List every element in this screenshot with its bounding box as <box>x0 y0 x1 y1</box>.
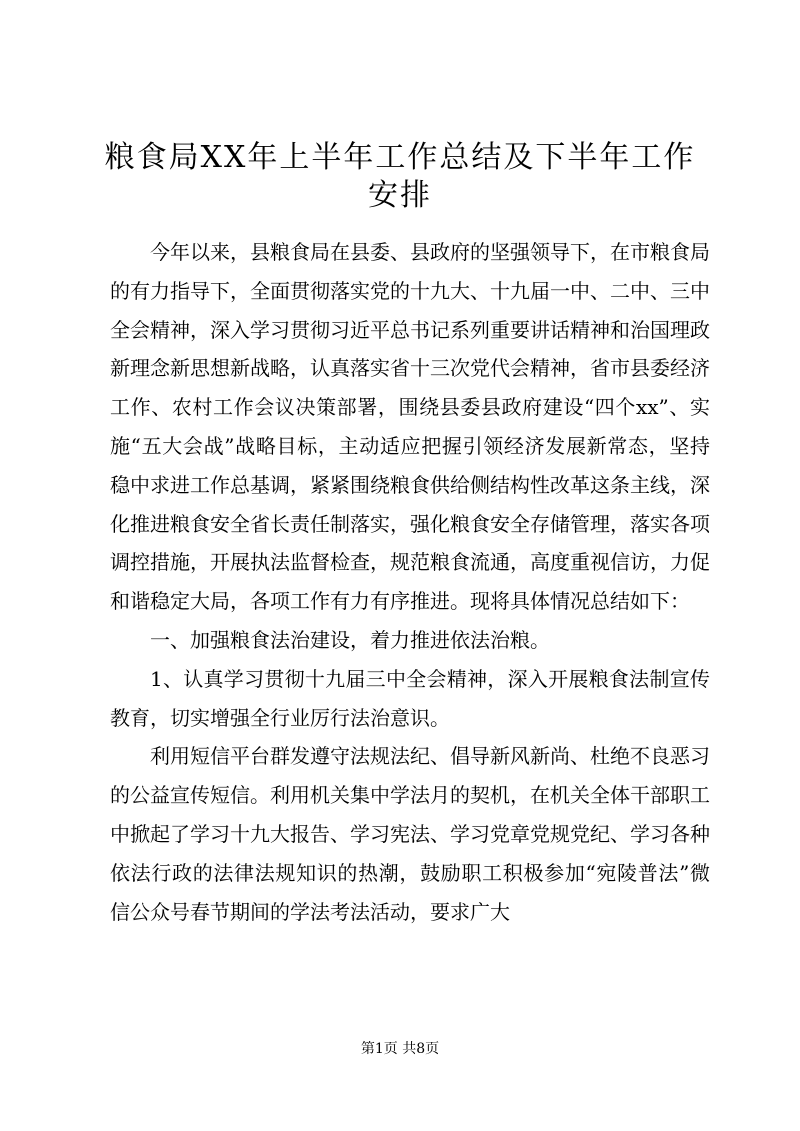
document-body <box>110 233 710 931</box>
subsection-heading: 1、认真学习贯彻十九届三中全会精神，深入开展粮食法制宣传教育，切实增强全行业厉行法治意识。 <box>110 666 710 730</box>
document-title: 粮食局XX年上半年工作总结及下半年工作安排 <box>104 140 696 213</box>
paragraph-intro: 今年以来，县粮食局在县委、县政府的坚强领导下，在市粮食局的有力指导下，全面贯彻落实党的十九大、十九届一中、二中、三中全会精神，深入学习贯彻习近平总书记系列重要讲话精神和治国理政新理念新思想新战略，认真落实省十三次党代会精神，省市县委经济工作、农村工作会议决策部署，围绕县委县政府建设“四个xx”、实施“五大会战”战略目标，主动适应把握引领经济发展新常态，坚持稳中求进工作总基调，紧紧围绕粮食供给侧结构性改革这条主线，深化推进粮食安全省长责任制落实，强化粮食安全存储管理，落实各项调控措施，开展执法监督检查，规范粮食流通，高度重视信访，力促和谐稳定大局，各项工作有力有序推进。现将具体情况总结如下： <box>110 240 710 614</box>
page-footer: 第1页 共8页 <box>360 1041 440 1057</box>
paragraph-body: 利用短信平台群发遵守法规法纪、倡导新风新尚、杜绝不良恶习的公益宣传短信。利用机关集中学法月的契机，在机关全体干部职工中掀起了学习十九大报告、学习宪法、学习党章党规党纪、学习各种依法行政的法律法规知识的热潮，鼓励职工积极参加“宛陵普法”微信公众号春节期间的学法考法活动，要求广大 <box>110 744 710 924</box>
section-heading: 一、加强粮食法治建设，着力推进依法治粮。 <box>150 627 550 652</box>
